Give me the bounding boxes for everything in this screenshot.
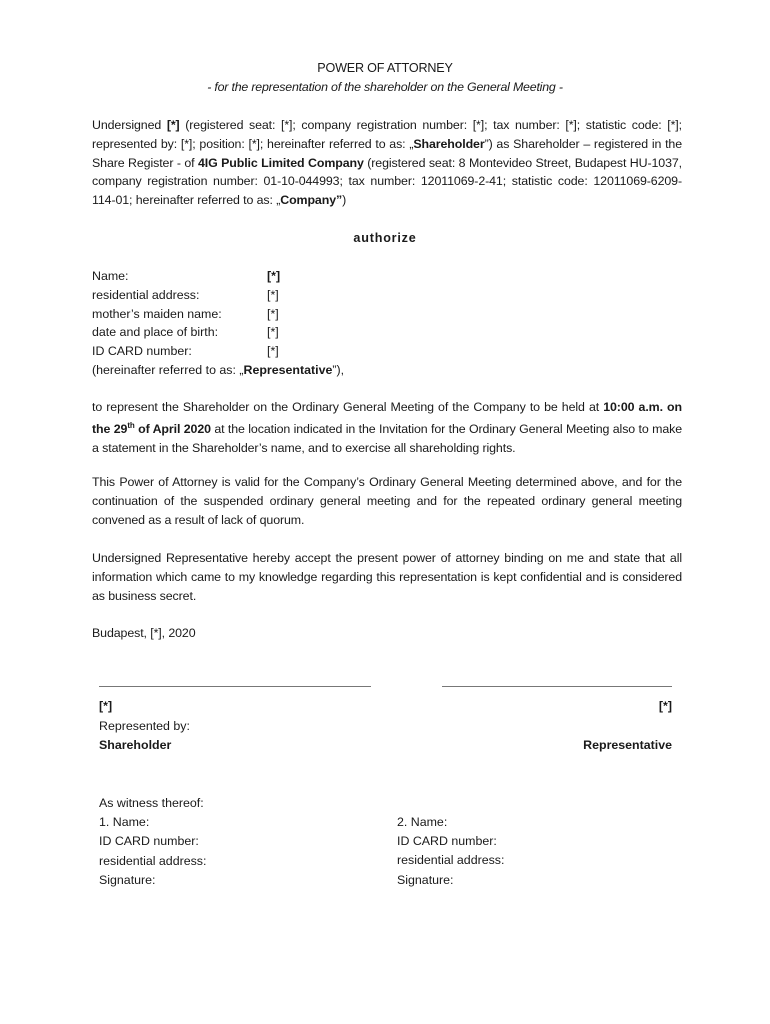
ordinal-suffix: th — [127, 420, 135, 430]
representative-signature-block — [472, 697, 672, 756]
represented-by-label: Represented by: — [99, 718, 190, 733]
acceptance-paragraph: Undersigned Representative hereby accept the present power of attorney binding on me and state that all information which came to my knowledge regarding this representation is kept confidential and is considered as business secret. — [92, 551, 682, 603]
field-label: mother’s maiden name: — [92, 306, 222, 321]
shareholder-term: Shareholder — [413, 136, 485, 151]
rep-ref-text-2: ”), — [332, 362, 345, 377]
representative-role: Representative — [583, 738, 672, 752]
shareholder-role: Shareholder — [99, 738, 172, 752]
document-subtitle: - for the representation of the shareholder on the General Meeting - — [207, 80, 563, 94]
field-row — [92, 267, 492, 286]
shareholder-signature-block — [99, 697, 190, 756]
field-label: date and place of birth: — [92, 325, 219, 340]
represent-paragraph — [92, 398, 682, 458]
company-term: Company” — [280, 193, 343, 208]
witness-column-1 — [99, 794, 206, 890]
field-value: [*] — [267, 287, 279, 302]
field-row — [92, 286, 492, 305]
intro-paragraph — [92, 116, 682, 210]
authorize-heading: authorize — [353, 231, 417, 245]
field-label: Name: — [92, 269, 129, 283]
representative-term: Representative — [243, 362, 333, 377]
witness-1-name: 1. Name: — [99, 815, 150, 830]
witness-1-address: residential address: — [99, 853, 207, 868]
shareholder-placeholder: [*] — [166, 118, 180, 132]
witness-2-id: ID CARD number: — [397, 834, 497, 849]
representative-fields — [92, 267, 592, 380]
field-row — [92, 342, 492, 361]
meeting-date: of April 2020 — [134, 421, 211, 436]
intro-text-4: (registered seat: 8 Montevideo Street, Budapest HU-1037, company registration number: 01-10-044993; tax number: 12011069-2-41; statistic code: 12011069-6209-114-01; hereinafter referred to as: „ — [92, 155, 683, 208]
witness-2-name: 2. Name: — [397, 815, 448, 829]
witness-2-signature: Signature: — [397, 872, 454, 887]
witness-column-2 — [397, 813, 504, 890]
intro-text-1: Undersigned — [92, 118, 167, 132]
meeting-time: 10:00 a.m. on the 29 — [92, 400, 682, 436]
place-date: Budapest, [*], 2020 — [92, 626, 196, 640]
intro-text-5: ) — [342, 193, 347, 208]
field-row — [92, 305, 492, 324]
representative-signature-line — [442, 686, 672, 687]
field-value: [*] — [267, 306, 279, 321]
field-value: [*] — [267, 269, 281, 283]
intro-text-3: ”) as Shareholder – registered in the Share Register - of — [92, 136, 682, 170]
representative-name: [*] — [658, 699, 672, 713]
intro-text-2: (registered seat: [*]; company registration number: [*]; tax number: [*]; statistic code: [*]; represented by: [*]; position: [*]; hereinafter referred to as: „ — [92, 118, 682, 151]
represent-text-2: at the location indicated in the Invitation for the Ordinary General Meeting also to make a statement in the Shareholder’s name, and to exercise all shareholding rights. — [92, 421, 682, 455]
rep-ref-text-1: (hereinafter referred to as: „ — [92, 362, 244, 377]
represent-text-1: to represent the Shareholder on the Ordinary General Meeting of the Company to be held at — [92, 400, 604, 414]
witness-heading: As witness thereof: — [99, 796, 204, 810]
witness-2-address: residential address: — [397, 853, 505, 868]
witness-1-id: ID CARD number: — [99, 834, 199, 849]
field-label: residential address: — [92, 287, 200, 302]
representative-reference — [92, 361, 592, 380]
witness-1-signature: Signature: — [99, 872, 156, 887]
validity-paragraph: This Power of Attorney is valid for the Company’s Ordinary General Meeting determined above, and for the continuation of the suspended ordinary general meeting and for the repeated ordinary general meeting convened as a result of lack of quorum. — [92, 475, 682, 527]
document-title: POWER OF ATTORNEY — [317, 61, 453, 75]
field-value: [*] — [267, 344, 279, 359]
field-row — [92, 323, 492, 342]
shareholder-name: [*] — [99, 699, 113, 713]
field-label: ID CARD number: — [92, 344, 192, 359]
shareholder-signature-line — [99, 686, 371, 687]
field-value: [*] — [267, 325, 279, 340]
company-name: 4IG Public Limited Company — [197, 155, 364, 170]
